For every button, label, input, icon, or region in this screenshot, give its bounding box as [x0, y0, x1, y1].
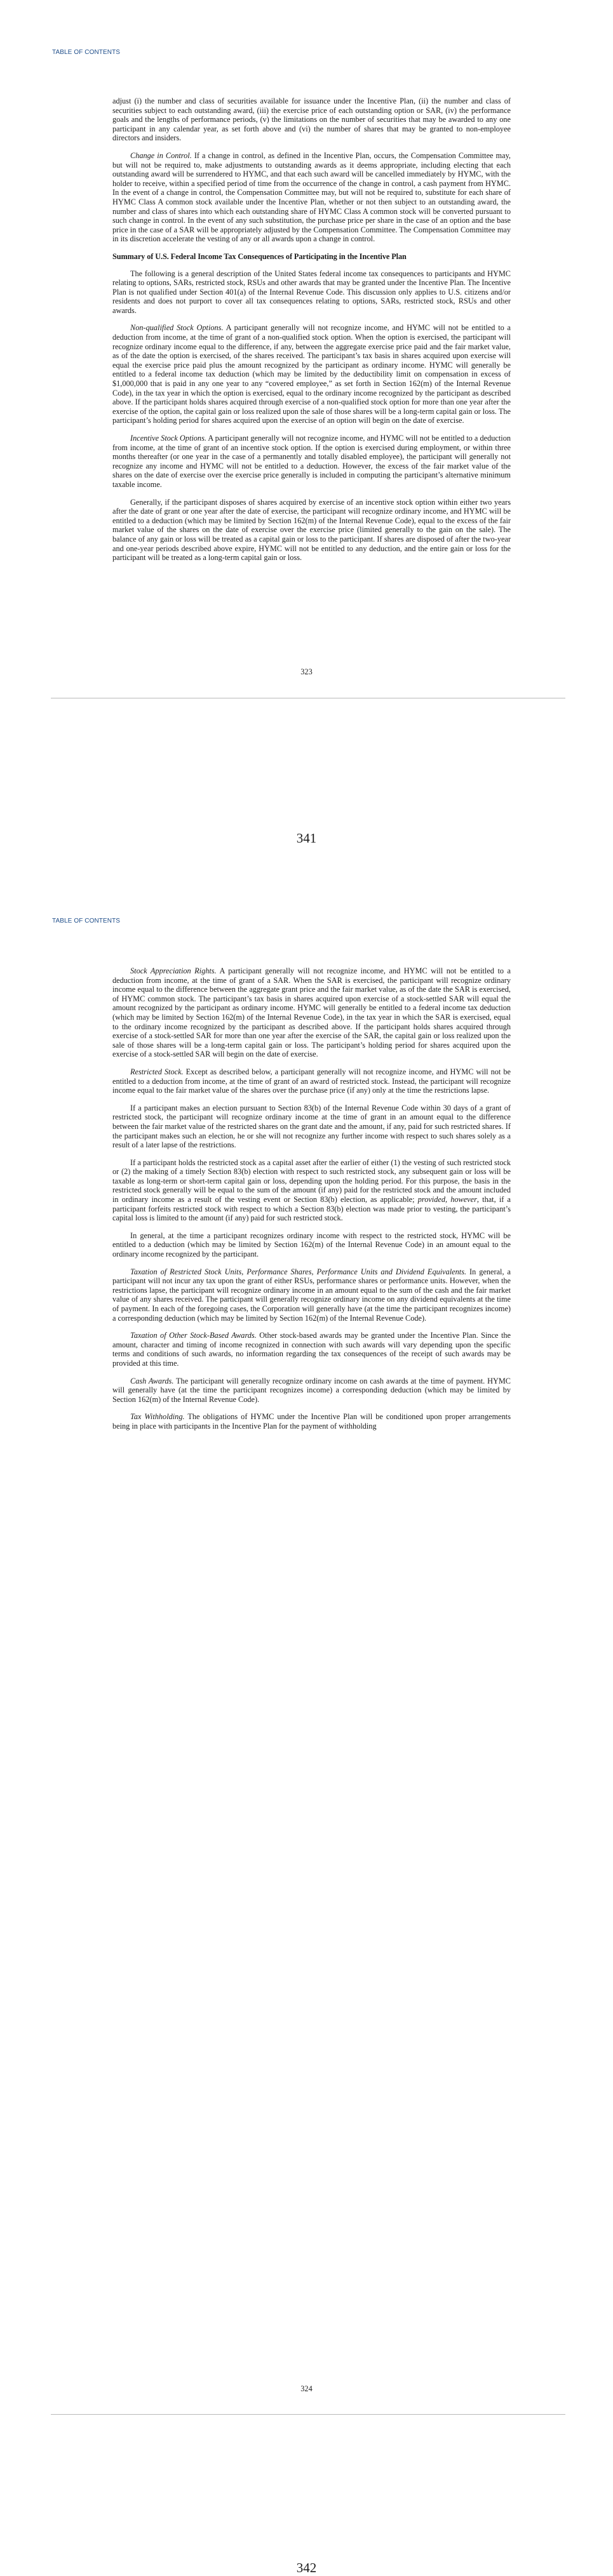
paragraph-text: If a participant holds the restricted stock as a capital asset after the earlier of either (1) the vesting of such restricted stock or (2) the making of a timely Section 83(b) election with respect to such restricted stock, any subsequent gain or loss will be taxable as long-term or short-term capital gain or loss, depending upon the holding period. For this purpose, the basis in the restricted stock generally will be equal to the sum of the amount (if any) paid for the restricted stock and the amount included in ordinary income as a result of the vesting event or Section 83(b) election, as applicable; [112, 1158, 511, 1205]
paragraph [112, 1267, 511, 1323]
paragraph-text: The participant will generally recognize ordinary income on cash awards at the time of payment. HYMC will generally have (at the time the participant recognizes income) a corresponding deduction (which may be limited by Section 162(m) of the Internal Revenue Code). [112, 1376, 511, 1404]
paragraph-emphasis: provided, however [417, 1195, 477, 1205]
paragraph: If a participant makes an election pursuant to Section 83(b) of the Internal Revenue Code within 30 days of a grant of restricted stock, the participant will recognize ordinary income at the time of grant in an amount equal to the difference between the fair market value of the restricted shares on the grant date and the amount, if any, paid for such restricted shares. If the participant makes such an election, he or she will not recognize any further income with respect to such shares solely as a result of a later lapse of the restrictions. [112, 1103, 511, 1150]
paragraph [112, 1158, 511, 1223]
paragraph-title: Incentive Stock Options. [130, 434, 206, 443]
paragraph-title: Tax Withholding. [130, 1412, 185, 1422]
paragraph-title: Restricted Stock. [130, 1067, 184, 1076]
paragraph [112, 434, 511, 490]
paragraph-title: Cash Awards. [130, 1376, 174, 1385]
sequence-page-number: 342 [296, 2560, 317, 2575]
paragraph-text: The obligations of HYMC under the Incentive Plan will be conditioned upon proper arrangements being in place with participants in the Incentive Plan for the payment of withholding [112, 1412, 511, 1431]
paragraph-title: Taxation of Other Stock-Based Awards. [130, 1331, 257, 1340]
page-number: 323 [300, 667, 313, 676]
paragraph [112, 1331, 511, 1368]
page-body-text [112, 97, 511, 571]
document-page-2 [0, 864, 613, 2575]
paragraph-text: A participant generally will not recognize income, and HYMC will not be entitled to a deduction from income, at the time of grant of a SAR. When the SAR is exercised, the participant will recognize ordinary income equal to the difference between the aggregate grant price and the fair market value, as of the date the SAR is exercised, of HYMC common stock. The participant’s tax basis in shares acquired upon exercise of a stock-settled SAR will equal the amount recognized by the participant as ordinary income. HYMC will generally be entitled to a federal income tax deduction (which may be limited by Section 162(m) of the Internal Revenue Code), in the tax year in which the SAR is exercised, equal to the ordinary income recognized by the participant as described above. If the participant holds shares acquired through exercise of a stock-settled SAR for more than one year after the exercise of the SAR, the capital gain or loss realized upon the sale of those shares will be a long-term capital gain or loss. The participant’s holding period for shares acquired upon the exercise of a stock-settled SAR will begin on the date of exercise. [112, 966, 511, 1059]
paragraph-text: , that, if a participant forfeits restricted stock with respect to which a Section 83(b) election was made prior to vesting, the participant’s capital loss is limited to the amount (if any) paid for such restricted stock. [112, 1195, 511, 1223]
paragraph [112, 966, 511, 1059]
paragraph [112, 1067, 511, 1095]
paragraph: adjust (i) the number and class of securities available for issuance under the Incentive Plan, (ii) the number and class of securities subject to each outstanding award, (iii) the exercise price of each outstanding option or SAR, (iv) the performance goals and the lengths of performance periods, (v) the limitations on the number of securities that may be awarded to any one participant in any calendar year, as set forth above and (vi) the number of shares that may be granted to non-employee directors and insiders. [112, 97, 511, 143]
paragraph-text: A participant generally will not recognize income, and HYMC will not be entitled to a deduction from income, at the time of grant of an incentive stock option. If the option is exercised during employment, or within three months thereafter (or one year in the case of a permanently and totally disabled employee), the participant will generally not recognize any income and HYMC will not be entitled to a deduction. However, the excess of the fair market value of the shares on the date of exercise over the exercise price generally is included in computing the participant’s alternative minimum taxable income. [112, 434, 511, 489]
table-of-contents-link[interactable]: TABLE OF CONTENTS [52, 49, 121, 56]
paragraph-text: Other stock-based awards may be granted under the Incentive Plan. Since the amount, character and timing of income recognized in connection with such awards will vary depending upon the specific terms and conditions of such awards, no information regarding the tax consequences of the receipt of such awards may be provided at this time. [112, 1331, 511, 1368]
paragraph-title: Non-qualified Stock Options. [130, 323, 224, 333]
sequence-page-number: 341 [296, 831, 317, 846]
paragraph-text: If a change in control, as defined in the Incentive Plan, occurs, the Compensation Committee may, but will not be required to, make adjustments to outstanding awards as it deems appropriate, including electing that each outstanding award will be surrendered to HYMC, and that each such award will be cancelled immediately by HYMC, with the holder to receive, within a specified period of time from the occurrence of the change in control, a cash payment from HYMC. In the event of a change in control, the Compensation Committee may, but will not be required to, substitute for each share of HYMC Class A common stock available under the Incentive Plan, whether or not then subject to an outstanding award, the number and class of shares into which each outstanding share of HYMC Class A common stock will be converted pursuant to such change in control. In the event of any such substitution, the purchase price per share in the case of an option and the base price in the case of a SAR will be appropriately adjusted by the Compensation Committee. The Compensation Committee may in its discretion accelerate the vesting of any or all awards upon a change in control. [112, 150, 511, 244]
paragraph: In general, at the time a participant recognizes ordinary income with respect to the restricted stock, HYMC will be entitled to a deduction (which may be limited by Section 162(m) of the Internal Revenue Code) in an amount equal to the ordinary income recognized by the participant. [112, 1231, 511, 1259]
paragraph-title: Change in Control. [130, 150, 192, 160]
paragraph [112, 1377, 511, 1405]
page-body-text [112, 966, 511, 1439]
paragraph [112, 151, 511, 244]
section-heading: Summary of U.S. Federal Income Tax Consequences of Participating in the Incentive Plan [112, 251, 407, 261]
paragraph-text: A participant generally will not recognize income, and HYMC will not be entitled to a deduction from income, at the time of grant of a non-qualified stock option. When the option is exercised, the participant will recognize ordinary income equal to the difference, if any, between the aggregate exercise price paid and the fair market value, as of the date the option is exercised, of the shares received. The participant’s tax basis in shares acquired upon exercise will equal the exercise price paid plus the amount recognized by the participant as ordinary income. HYMC will generally be entitled to a federal income tax deduction (which may be limited by the deductibility limit on compensation in excess of $1,000,000 that is paid in any one year to any “covered employee,” as set forth in Section 162(m) of the Internal Revenue Code), in the tax year in which the option is exercised, equal to the ordinary income recognized by the participant as described above. If the participant holds shares acquired through exercise of a non-qualified stock option for more than one year after the exercise of the option, the capital gain or loss realized upon the sale of those shares will be a long-term capital gain or loss. The participant’s holding period for shares acquired upon the exercise of an option will begin on the date of exercise. [112, 323, 511, 425]
paragraph-title: Stock Appreciation Rights. [130, 966, 217, 975]
page-number: 324 [300, 2384, 313, 2393]
paragraph [112, 1412, 511, 1431]
paragraph-title: Taxation of Restricted Stock Units, Performance Shares, Performance Units and Dividend Equivalents. [130, 1267, 467, 1276]
paragraph: Generally, if the participant disposes of shares acquired by exercise of an incentive stock option within either two years after the date of grant or one year after the date of exercise, the participant will recognize ordinary income, and HYMC will be entitled to a deduction (which may be limited by Section 162(m) of the Internal Revenue Code), equal to the excess of the fair market value of the shares on the date of exercise over the exercise price (limited generally to the gain on the sale). The balance of any gain or loss will be treated as a capital gain or loss to the participant. If shares are disposed of after the two-year and one-year periods described above expire, HYMC will not be entitled to any deduction, and the entire gain or loss for the participant will be treated as a long-term capital gain or loss. [112, 497, 511, 563]
paragraph-text: In general, a participant will not incur any tax upon the grant of either RSUs, performance shares or performance units. However, when the restrictions lapse, the participant will recognize ordinary income in an amount equal to the sum of the cash and the fair market value of any shares received. The participant will generally recognize ordinary income on any dividend equivalents at the time of payment. In each of the foregoing cases, the Corporation will generally have (at the time the participant recognizes income) a corresponding deduction (which may be limited by Section 162(m) of the Internal Revenue Code). [112, 1267, 511, 1323]
paragraph: The following is a general description of the United States federal income tax consequences to participants and HYMC relating to options, SARs, restricted stock, RSUs and other awards that may be granted under the Incentive Plan. The Incentive Plan is not qualified under Section 401(a) of the Internal Revenue Code. This discussion only applies to U.S. citizens and/or residents and does not purport to cover all tax consequences relating to options, SARs, restricted stock, RSUs and other awards. [112, 269, 511, 315]
document-page-1 [0, 0, 613, 864]
page-separator [51, 2414, 565, 2415]
paragraph-text: Except as described below, a participant generally will not recognize income, and HYMC will not be entitled to a deduction from income, at the time of grant of an award of restricted stock. Instead, the participant will recognize income equal to the fair market value of the shares over the purchase price (if any) only at the time the restrictions lapse. [112, 1067, 511, 1095]
table-of-contents-link[interactable]: TABLE OF CONTENTS [52, 918, 121, 924]
paragraph [112, 323, 511, 425]
